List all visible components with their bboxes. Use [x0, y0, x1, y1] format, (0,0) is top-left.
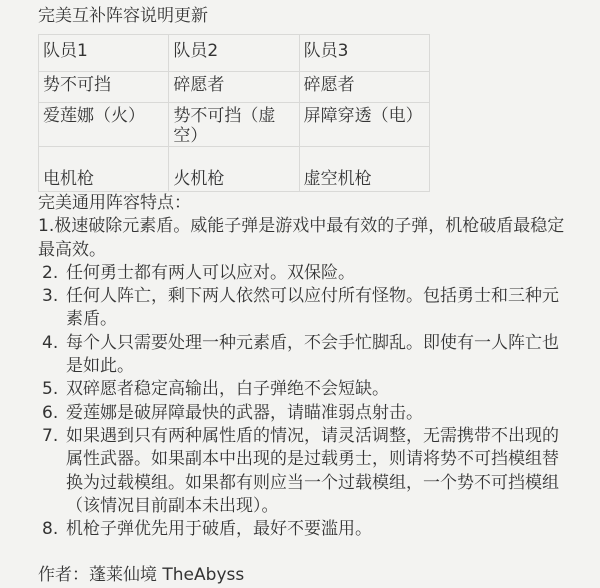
- list-item: [38, 378, 578, 401]
- list-item: [38, 332, 578, 379]
- table-cell: 电机枪: [39, 147, 169, 192]
- item-text: 任何勇士都有两人可以应对。双保险。: [66, 262, 355, 283]
- item-text: 任何人阵亡，剩下两人依然可以应付所有怪物。包括勇士和三种元素盾。: [66, 286, 559, 330]
- section-title: 完美通用阵容特点：: [38, 193, 191, 213]
- lineup-table: [38, 34, 430, 192]
- table-cell: 势不可挡（虚空）: [169, 103, 299, 147]
- list-item: [38, 285, 578, 332]
- features-section: [38, 192, 578, 588]
- table-row: [39, 72, 430, 103]
- table-row: [39, 103, 430, 147]
- item-number: 5.: [42, 379, 59, 400]
- note-title: 完美互补阵容说明更新: [38, 6, 208, 26]
- item-number: 2.: [42, 262, 59, 283]
- table-cell: 火机枪: [169, 147, 299, 192]
- item-number: 4.: [42, 332, 59, 353]
- table-cell: 碎愿者: [299, 72, 429, 103]
- table-row: [39, 147, 430, 192]
- table-cell: 碎愿者: [169, 72, 299, 103]
- list-item: 1.极速破除元素盾。威能子弹是游戏中最有效的子弹，机枪破盾最稳定最高效。: [38, 216, 565, 260]
- list-item: [38, 402, 578, 425]
- item-text: 爱莲娜是破屏障最快的武器，请瞄准弱点射击。: [66, 402, 423, 423]
- list-item: [38, 518, 578, 541]
- item-number: 3.: [42, 286, 59, 307]
- list-item: [38, 262, 578, 285]
- table-header: 队员2: [169, 35, 299, 72]
- item-number: 8.: [42, 519, 59, 540]
- item-text: 机枪子弹优先用于破盾，最好不要滥用。: [66, 519, 372, 540]
- item-text: 每个人只需要处理一种元素盾，不会手忙脚乱。即使有一人阵亡也是如此。: [66, 332, 559, 377]
- table-cell: 屏障穿透（电）: [299, 103, 429, 147]
- table-header: 队员1: [39, 35, 169, 72]
- table-cell: 势不可挡: [39, 72, 169, 103]
- table-cell: 爱莲娜（火）: [39, 103, 169, 147]
- item-text: 如果遇到只有两种属性盾的情况，请灵活调整，无需携带不出现的属性武器。如果副本中出现的是过载勇士，则请将势不可挡模组替换为过载模组。如果都有则应当一个过载模组，一个势不可挡模组（该情况目前副本未出现）。: [66, 425, 559, 516]
- table-cell: 虚空机枪: [299, 147, 429, 192]
- item-text: 双碎愿者稳定高输出，白子弹绝不会短缺。: [66, 379, 389, 400]
- list-item: [38, 425, 578, 518]
- item-number: 7.: [42, 425, 59, 446]
- table-header-row: [39, 35, 430, 72]
- author-line: 作者：蓬莱仙境 TheAbyss: [38, 565, 245, 586]
- table-header: 队员3: [299, 35, 429, 72]
- item-number: 6.: [42, 402, 59, 423]
